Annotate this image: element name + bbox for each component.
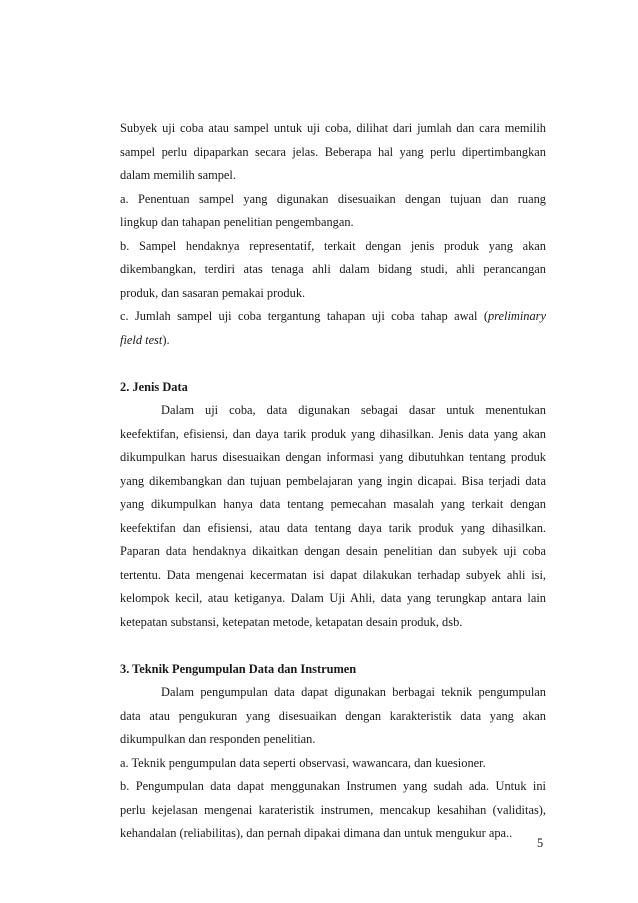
text-segment: c. Jumlah sampel uji coba tergantung tahapan uji coba tahap awal ( [120,309,488,323]
text-line: yang dikembangkan dan tujuan pembelajaran yang ingin dicapai. Bisa terjadi data [120,473,546,488]
text-line: keefektifan, efisiensi, dan daya tarik produk yang dihasilkan. Jenis data yang akan [120,426,546,441]
text-line: lingkup dan tahapan penelitian pengembangan. [120,215,354,229]
text-line: dikumpulkan harus disesuaikan dengan informasi yang dibutuhkan tentang produk [120,450,546,464]
text-line: data atau pengukuran yang disesuaikan dengan karakteristik data yang akan [120,708,546,723]
text-line: perlu kejelasan mengenai karateristik instrumen, mencakup kesahihan (validitas), [120,802,546,817]
text-line: kelompok kecil, atau ketiganya. Dalam Uji Ahli, data yang terungkap antara lain [120,591,546,605]
text-line: sampel perlu dipaparkan secara jelas. Beberapa hal yang perlu dipertimbangkan [120,144,546,159]
list-item-b [120,235,546,306]
page-number: 5 [537,836,544,850]
text-line: Subyek uji coba atau sampel untuk uji coba, dilihat dari jumlah dan cara memilih [120,121,546,135]
text-line: Dalam uji coba, data digunakan sebagai dasar untuk menentukan [161,403,546,417]
text-line: dikumpulkan dan responden penelitian. [120,732,316,746]
section-heading: 3. Teknik Pengumpulan Data dan Instrumen [120,661,357,676]
text-line: ketepatan substansi, ketepatan metode, ketapatan desain produk, dsb. [120,614,463,629]
text-line: dikembangkan, terdiri atas tenaga ahli dalam bidang studi, ahli perancangan [120,262,546,276]
text-segment: ). [162,332,170,347]
spacer [120,352,546,376]
section-teknik-pengumpulan [120,658,546,846]
text-line: Paparan data hendaknya dikaitkan dengan desain penelitian dan subyek uji coba [120,544,546,558]
italic-term: field test [120,332,163,347]
text-line: tertentu. Data mengenai kecermatan isi dapat dilakukan terhadap subyek ahli isi, [120,567,546,582]
text-line: produk, dan sasaran pemakai produk. [120,285,306,300]
text-line: b. Sampel hendaknya representatif, terkait dengan jenis produk yang akan [120,238,546,253]
text-line [120,329,546,353]
text-line: a. Penentuan sampel yang digunakan disesuaikan dengan tujuan dan ruang [120,191,546,206]
list-item-a [120,188,546,235]
list-item-c [120,305,546,352]
document-page [120,117,546,846]
text-line: Dalam pengumpulan data dapat digunakan berbagai teknik pengumpulan [161,685,546,699]
spacer [120,634,546,658]
text-line [120,305,546,329]
text-line: kehandalan (reliabilitas), dan pernah dipakai dimana dan untuk mengukur apa.. [120,826,513,840]
text-line: b. Pengumpulan data dapat menggunakan Instrumen yang sudah ada. Untuk ini [120,779,546,793]
text-line: dalam memilih sampel. [120,168,236,182]
text-line: a. Teknik pengumpulan data seperti observasi, wawancara, dan kuesioner. [120,755,486,770]
text-line: keefektifan dan efisiensi, atau data tentang daya tarik produk yang dihasilkan. [120,520,546,535]
section-heading: 2. Jenis Data [120,379,188,394]
section-jenis-data [120,376,546,635]
text-line: yang dikumpulkan hanya data tentang pemecahan masalah yang terkait dengan [120,497,546,511]
intro-paragraph [120,117,546,188]
italic-term: preliminary [487,309,546,323]
